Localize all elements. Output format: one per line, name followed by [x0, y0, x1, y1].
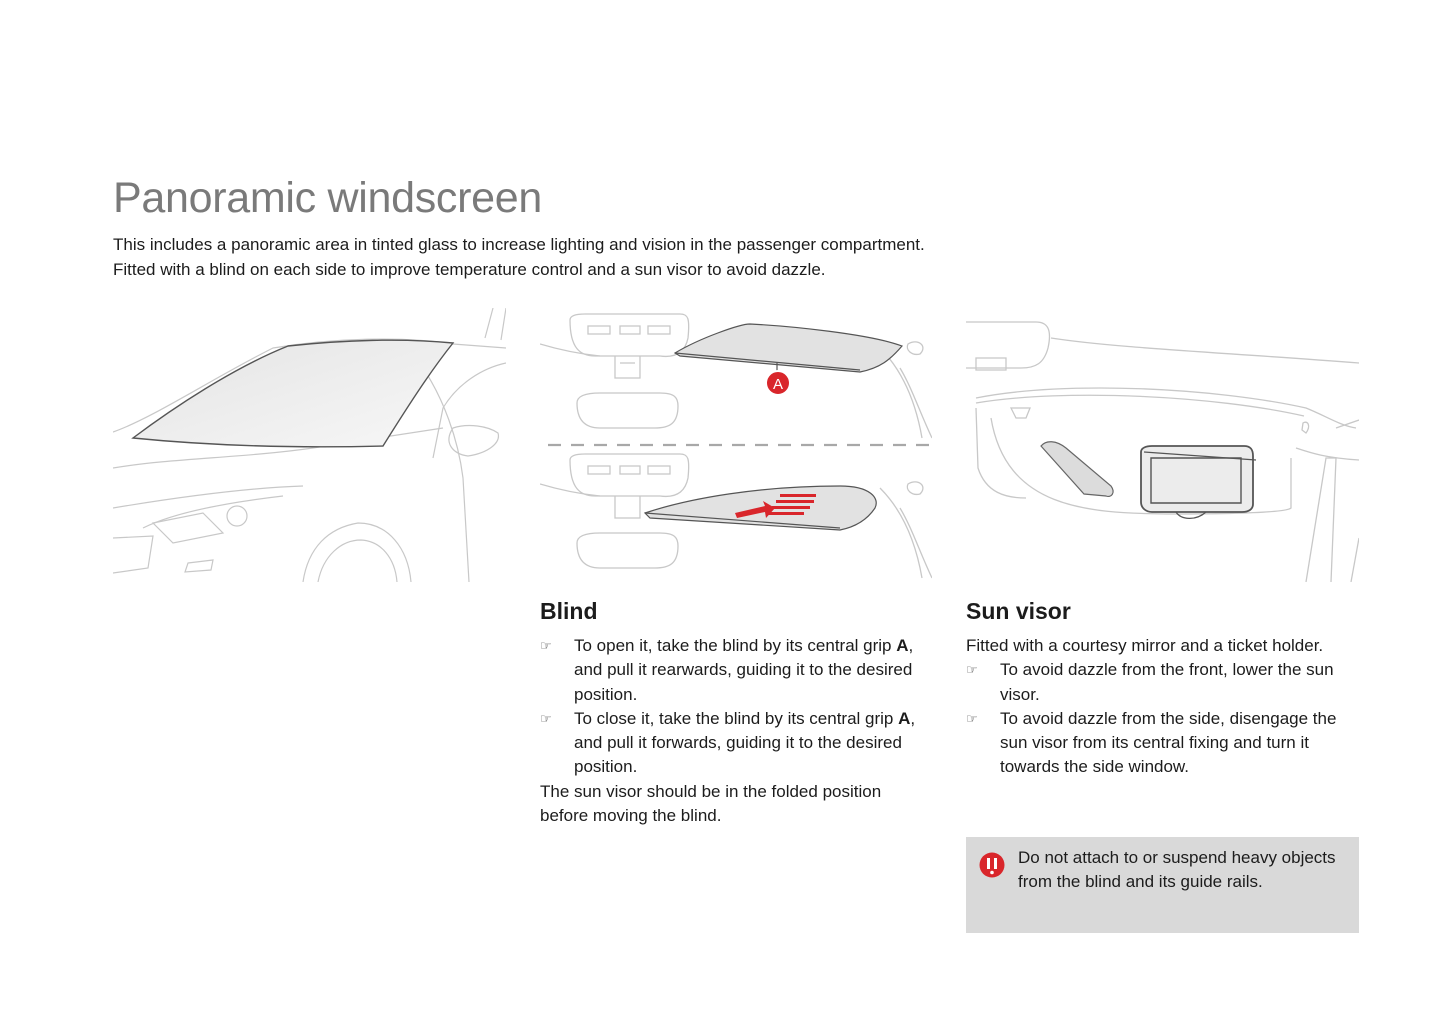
blind-illustration	[540, 308, 932, 582]
sun-visor-illustration	[966, 308, 1359, 582]
blind-step-1: To open it, take the blind by its central grip A, and pull it rearwards, guiding it to the desired position.	[574, 636, 914, 704]
warning-icon	[979, 852, 1005, 878]
sun-visor-section	[966, 596, 1358, 780]
list-item	[540, 634, 932, 707]
intro-text	[113, 233, 925, 282]
pointing-hand-icon: ☞	[540, 638, 552, 653]
blind-step-2: To close it, take the blind by its central grip A, and pull it forwards, guiding it to the desired position.	[574, 708, 916, 777]
sun-visor-step-1: To avoid dazzle from the front, lower the sun visor.	[1000, 660, 1334, 704]
pointing-hand-icon: ☞	[966, 662, 978, 678]
blind-heading: Blind	[540, 598, 598, 624]
warning-box	[966, 837, 1359, 933]
page-title: Panoramic windscreen	[113, 174, 542, 222]
sun-visor-heading: Sun visor	[966, 598, 1071, 624]
pointing-hand-icon: ☞	[966, 710, 978, 726]
car-windscreen-illustration	[113, 308, 506, 582]
pointing-hand-icon: ☞	[540, 710, 552, 726]
intro-line-1: This includes a panoramic area in tinted glass to increase lighting and vision in the passenger compartment.	[113, 235, 925, 254]
blind-note: The sun visor should be in the folded position before moving the blind.	[540, 781, 882, 826]
blind-section	[540, 596, 932, 828]
sun-visor-step-2: To avoid dazzle from the side, disengage the sun visor from its central fixing and turn it towards the side window.	[1000, 708, 1337, 777]
sun-visor-intro: Fitted with a courtesy mirror and a ticket holder.	[966, 636, 1324, 655]
grip-a-label: A	[772, 376, 784, 393]
list-item	[966, 658, 1358, 707]
warning-text: Do not attach to or suspend heavy objects from the blind and its guide rails.	[1018, 848, 1336, 892]
list-item	[966, 707, 1358, 780]
list-item	[540, 707, 932, 780]
intro-line-2: Fitted with a blind on each side to improve temperature control and a sun visor to avoid dazzle.	[113, 259, 826, 279]
